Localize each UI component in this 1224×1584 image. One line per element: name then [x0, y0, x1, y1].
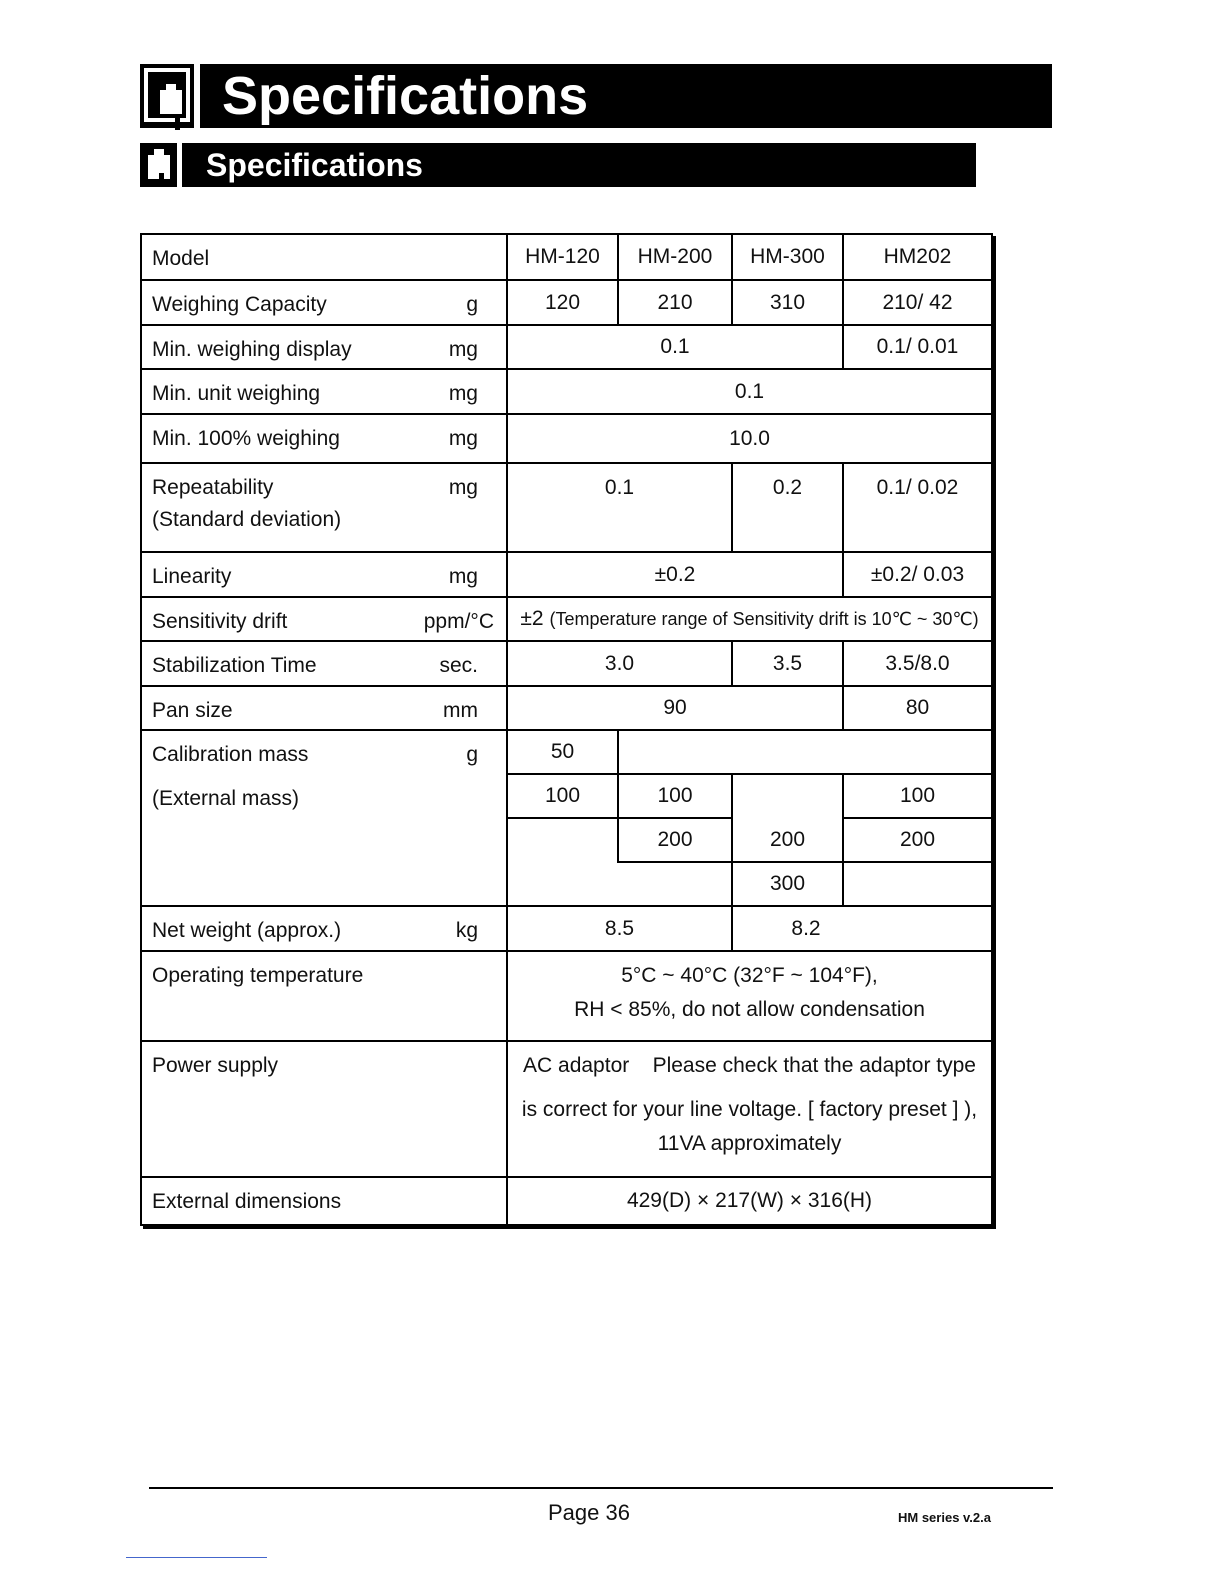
- row-label: Min. unit weighing: [152, 382, 321, 405]
- table-row: [141, 414, 992, 463]
- power-line-1: AC adaptor Please check that the adaptor type: [523, 1054, 976, 1077]
- net-weight-b: 8.2: [791, 916, 821, 940]
- table-cell: [507, 951, 992, 1041]
- table-cell: 429(D) × 217(W) × 316(H): [507, 1177, 992, 1225]
- table-cell: ±0.2/ 0.03: [843, 552, 992, 597]
- row-label: Pan size: [152, 699, 233, 722]
- table-cell: 120: [507, 280, 618, 325]
- scan-artifact-line: [126, 1557, 267, 1558]
- table-cell: 100: [507, 774, 618, 818]
- table-row: [141, 641, 992, 686]
- table-cell: 0.1/ 0.01: [843, 325, 992, 369]
- row-unit: sec.: [439, 654, 478, 677]
- model-hm200: HM-200: [618, 234, 732, 280]
- section-banner-small: [140, 143, 976, 187]
- table-cell: 0.1/ 0.02: [843, 463, 992, 552]
- table-cell: 3.5/8.0: [843, 641, 992, 686]
- row-sublabel: (Standard deviation): [152, 508, 342, 531]
- table-cell: 200: [843, 818, 992, 862]
- footer-divider: [149, 1487, 1053, 1489]
- row-label: Weighing Capacity: [152, 293, 327, 316]
- operating-line-2: RH < 85%, do not allow condensation: [574, 998, 925, 1021]
- table-cell: 300: [732, 862, 843, 906]
- table-cell: 3.0: [507, 641, 732, 686]
- weight-icon: [140, 64, 200, 128]
- row-unit: mg: [448, 338, 478, 361]
- table-cell: 310: [732, 280, 843, 325]
- table-row: [141, 234, 992, 280]
- row-unit: mm: [443, 699, 478, 722]
- table-cell: [507, 818, 618, 862]
- table-cell: 210/ 42: [843, 280, 992, 325]
- row-label: Calibration mass: [152, 743, 309, 766]
- table-cell: 0.1: [507, 463, 732, 552]
- table-cell: 200: [732, 818, 843, 862]
- row-unit: g: [466, 743, 478, 766]
- table-cell: [507, 1041, 992, 1177]
- table-cell: 90: [507, 686, 843, 730]
- specifications-table: [140, 233, 993, 1226]
- table-cell: 80: [843, 686, 992, 730]
- table-row: [141, 463, 992, 552]
- row-unit: mg: [448, 382, 478, 405]
- row-label: Net weight (approx.): [152, 919, 342, 942]
- row-unit: g: [466, 293, 478, 316]
- row-unit: mg: [448, 476, 478, 499]
- table-cell: [843, 862, 992, 906]
- model-hm202: HM202: [843, 234, 992, 280]
- table-cell: [507, 862, 732, 906]
- table-cell: 50: [507, 730, 618, 774]
- table-cell: 10.0: [507, 414, 992, 463]
- row-sublabel: (External mass): [152, 787, 300, 810]
- table-cell: 0.1: [507, 325, 843, 369]
- table-row: [141, 1177, 992, 1225]
- row-label: External dimensions: [152, 1190, 342, 1213]
- table-cell: [618, 730, 992, 774]
- table-cell: [507, 597, 992, 641]
- row-label: Operating temperature: [152, 964, 364, 987]
- table-cell: 3.5: [732, 641, 843, 686]
- section-title: Specifications: [206, 147, 423, 183]
- table-cell: ±0.2: [507, 552, 843, 597]
- drift-value: ±2: [520, 607, 544, 630]
- power-line-3: 11VA approximately: [657, 1132, 842, 1155]
- operating-line-1: 5°C ~ 40°C (32°F ~ 104°F),: [621, 964, 878, 987]
- table-cell: 8.5: [507, 906, 732, 951]
- table-cell: [732, 906, 992, 951]
- table-row: [141, 951, 992, 1041]
- row-unit: ppm/°C: [423, 610, 494, 633]
- row-label: Min. weighing display: [152, 338, 352, 361]
- row-unit: mg: [448, 427, 478, 450]
- row-label: Min. 100% weighing: [152, 427, 340, 450]
- table-row: [141, 1041, 992, 1177]
- table-row: [141, 280, 992, 325]
- drift-note: (Temperature range of Sensitivity drift is 10℃ ~ 30℃): [549, 609, 979, 629]
- row-label: Sensitivity drift: [152, 610, 288, 633]
- table-cell: 0.2: [732, 463, 843, 552]
- table-cell: 100: [843, 774, 992, 818]
- table-cell: 210: [618, 280, 732, 325]
- table-cell: 200: [618, 818, 732, 862]
- table-row: [141, 686, 992, 730]
- model-hm300: HM-300: [732, 234, 843, 280]
- table-row: [141, 552, 992, 597]
- page-number: Page 36: [548, 1500, 630, 1525]
- row-label: Repeatability: [152, 476, 274, 499]
- power-line-2: is correct for your line voltage. [ factory preset ] ),: [521, 1098, 978, 1121]
- row-label: Power supply: [152, 1054, 279, 1077]
- weight-icon: [140, 143, 182, 187]
- page-title: Specifications: [222, 66, 589, 126]
- document-version: HM series v.2.a: [898, 1510, 991, 1525]
- model-hm120: HM-120: [507, 234, 618, 280]
- table-row: [141, 597, 992, 641]
- table-row: [141, 325, 992, 369]
- row-label: Model: [152, 247, 210, 270]
- table-row: [141, 730, 992, 774]
- table-row: [141, 906, 992, 951]
- row-label: Linearity: [152, 565, 232, 588]
- table-row: [141, 369, 992, 414]
- table-cell: [732, 774, 843, 818]
- table-cell: 0.1: [507, 369, 992, 414]
- row-unit: kg: [455, 919, 478, 942]
- row-label: Stabilization Time: [152, 654, 317, 677]
- section-banner-large: [140, 64, 1052, 128]
- row-unit: mg: [448, 565, 478, 588]
- table-cell: 100: [618, 774, 732, 818]
